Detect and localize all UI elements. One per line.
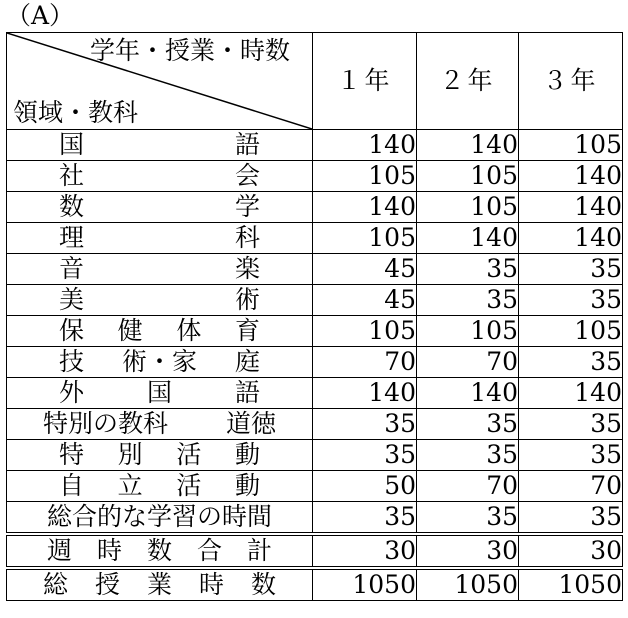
- header-row: [7, 33, 623, 130]
- hours-cell-year-3: 35: [519, 502, 623, 535]
- table-row: [7, 409, 623, 440]
- table-row: [7, 471, 623, 502]
- subject-part: 別: [117, 440, 143, 469]
- subject-cell: [7, 161, 313, 192]
- table-row: [7, 378, 623, 409]
- subject-label: [7, 502, 312, 532]
- subject-part: 国: [59, 130, 85, 159]
- subject-part: 数: [146, 536, 172, 565]
- subject-label: [7, 471, 312, 501]
- header-year-2: ２年: [417, 33, 519, 130]
- table-row: [7, 223, 623, 254]
- subject-part: 立: [117, 471, 143, 500]
- subject-part: 楽: [234, 254, 260, 283]
- subject-part: 動: [234, 471, 260, 500]
- hours-cell-year-1: 105: [313, 161, 417, 192]
- subject-cell: [7, 192, 313, 223]
- hours-cell-year-1: 105: [313, 223, 417, 254]
- subject-part: 活: [176, 471, 202, 500]
- subject-part: 特別の教科: [43, 409, 169, 438]
- hours-cell-year-1: 1050: [313, 568, 417, 601]
- subject-cell: [7, 130, 313, 161]
- hours-cell-year-3: 70: [519, 471, 623, 502]
- hours-cell-year-2: 35: [417, 409, 519, 440]
- subject-part: 総合的な学習の時間: [46, 502, 272, 531]
- hours-cell-year-2: 30: [417, 534, 519, 568]
- hours-cell-year-1: 140: [313, 378, 417, 409]
- header-year-1: １年: [313, 33, 417, 130]
- hours-cell-year-3: 1050: [519, 568, 623, 601]
- subject-part: 健: [117, 316, 143, 345]
- hours-cell-year-2: 70: [417, 471, 519, 502]
- subject-part: 合: [196, 536, 222, 565]
- subject-label: [7, 223, 312, 253]
- subject-cell: [7, 378, 313, 409]
- hours-cell-year-1: 140: [313, 192, 417, 223]
- subject-part: 道徳: [225, 409, 276, 438]
- subject-part: 外: [59, 378, 85, 407]
- table-caption: （A）: [6, 1, 75, 30]
- hours-cell-year-1: 30: [313, 534, 417, 568]
- hours-cell-year-3: 140: [519, 161, 623, 192]
- table-row: [7, 347, 623, 378]
- hours-cell-year-3: 30: [519, 534, 623, 568]
- table-row: [7, 285, 623, 316]
- hours-cell-year-3: 140: [519, 192, 623, 223]
- hours-cell-year-2: 35: [417, 285, 519, 316]
- subject-part: 音: [59, 254, 85, 283]
- curriculum-hours-table: [6, 32, 623, 601]
- header-year-3: ３年: [519, 33, 623, 130]
- subject-part: 計: [246, 536, 272, 565]
- subject-cell: [7, 347, 313, 378]
- hours-cell-year-1: 105: [313, 316, 417, 347]
- hours-cell-year-3: 140: [519, 378, 623, 409]
- hours-cell-year-3: 105: [519, 316, 623, 347]
- hours-cell-year-1: 35: [313, 502, 417, 535]
- subject-label: [7, 347, 312, 377]
- table-row: [7, 192, 623, 223]
- hours-cell-year-1: 35: [313, 409, 417, 440]
- hours-cell-year-3: 105: [519, 130, 623, 161]
- hours-cell-year-2: 35: [417, 440, 519, 471]
- hours-cell-year-3: 35: [519, 440, 623, 471]
- header-corner-cell: [7, 33, 313, 130]
- subject-part: 術: [234, 285, 260, 314]
- subject-label: [7, 440, 312, 470]
- hours-cell-year-2: 1050: [417, 568, 519, 601]
- subject-label: [7, 192, 312, 222]
- hours-cell-year-3: 35: [519, 347, 623, 378]
- subject-part: 育: [234, 316, 260, 345]
- subject-part: 自: [59, 471, 85, 500]
- subject-part: 語: [234, 378, 260, 407]
- subject-cell: [7, 502, 313, 535]
- subject-part: 保: [59, 316, 85, 345]
- header-corner-top-label: 学年・授業・時数: [89, 36, 290, 65]
- table-row: [7, 130, 623, 161]
- subject-label: [7, 536, 312, 566]
- subject-label: [7, 409, 312, 439]
- hours-cell-year-2: 35: [417, 502, 519, 535]
- subject-part: 会: [234, 161, 260, 190]
- table-row: [7, 502, 623, 535]
- table-row: [7, 316, 623, 347]
- hours-cell-year-1: 35: [313, 440, 417, 471]
- subject-part: 総: [43, 570, 69, 599]
- subject-cell: [7, 568, 313, 601]
- hours-cell-year-1: 70: [313, 347, 417, 378]
- subject-label: [7, 161, 312, 191]
- hours-cell-year-2: 140: [417, 130, 519, 161]
- subject-part: 週: [47, 536, 73, 565]
- table-row: [7, 161, 623, 192]
- hours-cell-year-2: 105: [417, 316, 519, 347]
- subject-cell: [7, 471, 313, 502]
- subject-part: 数: [250, 570, 276, 599]
- subject-part: 国: [146, 378, 172, 407]
- hours-cell-year-3: 35: [519, 285, 623, 316]
- subject-part: 特: [59, 440, 85, 469]
- hours-cell-year-2: 140: [417, 223, 519, 254]
- header-corner-bottom-label: 領域・教科: [13, 98, 139, 127]
- table-row: [7, 534, 623, 568]
- subject-cell: [7, 254, 313, 285]
- table-row: [7, 254, 623, 285]
- subject-part: 技: [59, 347, 85, 376]
- subject-cell: [7, 440, 313, 471]
- subject-label: [7, 378, 312, 408]
- hours-cell-year-3: 35: [519, 409, 623, 440]
- subject-cell: [7, 409, 313, 440]
- subject-part: 動: [234, 440, 260, 469]
- subject-part: 科: [234, 223, 260, 252]
- table-body: [7, 33, 623, 601]
- table-row: [7, 568, 623, 601]
- subject-part: 時: [96, 536, 122, 565]
- subject-label: [7, 285, 312, 315]
- subject-cell: [7, 285, 313, 316]
- subject-part: 数: [59, 192, 85, 221]
- hours-cell-year-2: 35: [417, 254, 519, 285]
- subject-cell: [7, 316, 313, 347]
- subject-label: [7, 254, 312, 284]
- hours-cell-year-2: 140: [417, 378, 519, 409]
- subject-part: 業: [146, 570, 172, 599]
- subject-cell: [7, 223, 313, 254]
- subject-part: 活: [176, 440, 202, 469]
- subject-part: 美: [59, 285, 85, 314]
- hours-cell-year-1: 140: [313, 130, 417, 161]
- table-row: [7, 440, 623, 471]
- subject-part: 体: [176, 316, 202, 345]
- subject-label: [7, 570, 312, 600]
- subject-cell: [7, 534, 313, 568]
- subject-part: 社: [59, 161, 85, 190]
- hours-cell-year-1: 45: [313, 285, 417, 316]
- subject-part: 学: [234, 192, 260, 221]
- subject-part: 庭: [234, 347, 260, 376]
- hours-cell-year-3: 35: [519, 254, 623, 285]
- subject-part: 術・家: [121, 347, 197, 376]
- subject-part: 授: [94, 570, 120, 599]
- hours-cell-year-2: 105: [417, 161, 519, 192]
- hours-cell-year-3: 140: [519, 223, 623, 254]
- subject-part: 時: [198, 570, 224, 599]
- hours-cell-year-2: 105: [417, 192, 519, 223]
- hours-cell-year-2: 70: [417, 347, 519, 378]
- hours-cell-year-1: 45: [313, 254, 417, 285]
- subject-label: [7, 130, 312, 160]
- hours-cell-year-1: 50: [313, 471, 417, 502]
- subject-part: 理: [59, 223, 85, 252]
- subject-part: 語: [234, 130, 260, 159]
- subject-label: [7, 316, 312, 346]
